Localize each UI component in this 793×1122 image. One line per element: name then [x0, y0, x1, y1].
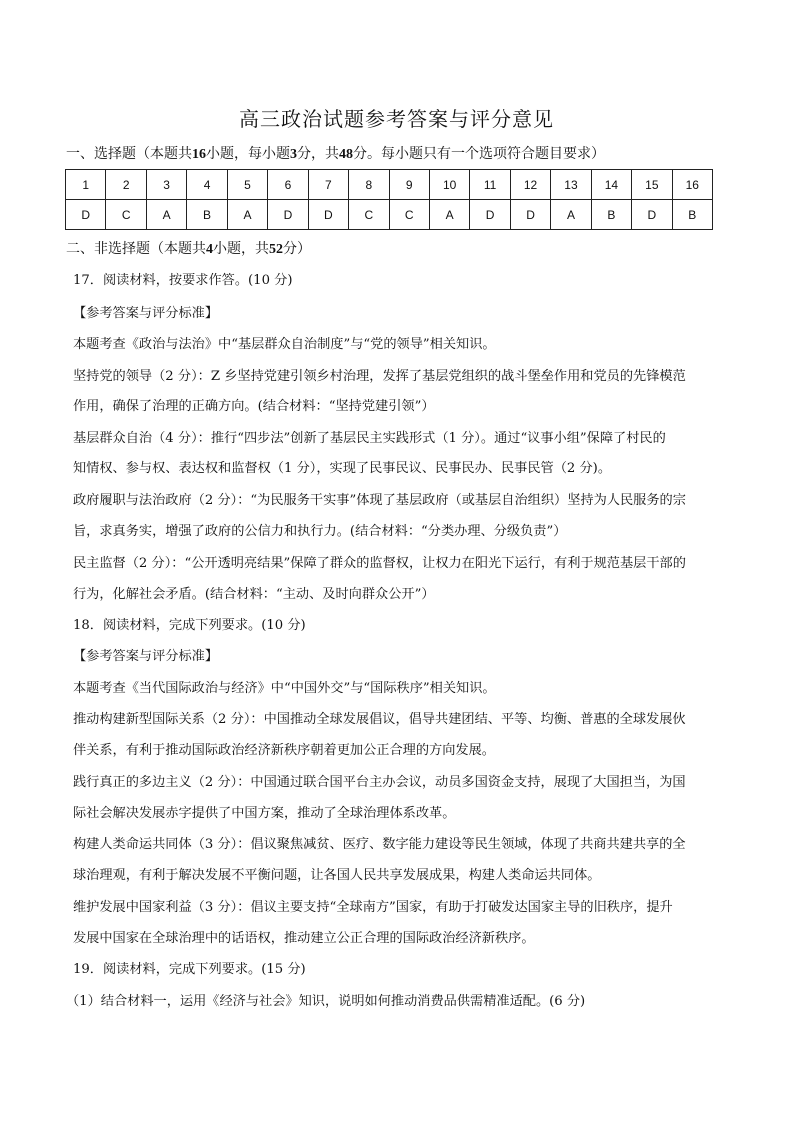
- question-number-cell: 13: [551, 170, 591, 200]
- answer-cell: D: [470, 200, 510, 230]
- question-number-cell: 8: [349, 170, 389, 200]
- text-line: 球治理观，有利于解决发展不平衡问题，让各国人民共享发展成果，构建人类命运共同体。: [73, 868, 601, 883]
- answer-cell: D: [308, 200, 348, 230]
- text-line: 知情权、参与权、表达权和监督权（1 分），实现了民事民议、民事民办、民事民管（2 分)。: [73, 461, 612, 476]
- text-line: 政府履职与法治政府（2 分）：“为民服务干实事”体现了基层政府（或基层自治组织）坚持为人民服务的宗: [73, 493, 686, 508]
- answer-cell: C: [349, 200, 389, 230]
- text-line: 推动构建新型国际关系（2 分）：中国推动全球发展倡议，倡导共建团结、平等、均衡、普惠的全球发展伙: [73, 712, 686, 727]
- question-number-cell: 7: [308, 170, 348, 200]
- question-17-heading: 17．阅读材料，按要求作答。(10 分): [73, 273, 293, 288]
- text-line: 行为，化解社会矛盾。(结合材料：“主动、及时向群众公开”）: [73, 587, 435, 602]
- question-number-cell: 9: [389, 170, 429, 200]
- answer-cell: B: [187, 200, 227, 230]
- text-line: 际社会解决发展赤字提供了中国方案，推动了全球治理体系改革。: [73, 806, 456, 821]
- question-number-cell: 5: [227, 170, 267, 200]
- answer-cell: D: [632, 200, 672, 230]
- text-line: 基层群众自治（4 分）：推行“四步法”创新了基层民主实践形式（1 分）。通过“议事小组”保障了村民的: [73, 431, 666, 446]
- question-number-cell: 3: [146, 170, 186, 200]
- question-18-heading: 18．阅读材料，完成下列要求。(10 分): [73, 618, 306, 633]
- answer-standard-heading: 【参考答案与评分标准】: [73, 649, 219, 664]
- page-title: 高三政治试题参考答案与评分意见: [239, 107, 554, 131]
- sub-question: （1）结合材料一，运用《经济与社会》知识，说明如何推动消费品供需精准适配。(6 分): [66, 994, 586, 1009]
- text-line: 发展中国家在全球治理中的话语权，推动建立公正合理的国际政治经济新秩序。: [73, 931, 535, 946]
- question-number-cell: 1: [66, 170, 106, 200]
- section-2-heading: 二、非选择题（本题共4小题，共52分）: [66, 241, 311, 257]
- answer-cell: A: [146, 200, 186, 230]
- question-number-cell: 10: [429, 170, 469, 200]
- answer-cell: A: [429, 200, 469, 230]
- answer-row: [66, 200, 713, 230]
- question-number-cell: 16: [672, 170, 712, 200]
- answer-cell: B: [672, 200, 712, 230]
- text-line: 本题考查《当代国际政治与经济》中“中国外交”与“国际秩序”相关知识。: [73, 681, 496, 696]
- answer-cell: A: [227, 200, 267, 230]
- answer-cell: D: [510, 200, 550, 230]
- question-number-cell: 15: [632, 170, 672, 200]
- text-line: 作用，确保了治理的正确方向。(结合材料：“坚持党建引领”）: [73, 399, 435, 414]
- text-line: 坚持党的领导（2 分）：Z 乡坚持党建引领乡村治理，发挥了基层党组织的战斗堡垒作用和党员的先锋模范: [73, 369, 686, 384]
- answer-cell: D: [66, 200, 106, 230]
- question-number-cell: 14: [591, 170, 631, 200]
- text-line: 旨，求真务实，增强了政府的公信力和执行力。(结合材料：“分类办理、分级负责”）: [73, 524, 567, 539]
- question-number-row: [66, 170, 713, 200]
- text-line: 伴关系，有利于推动国际政治经济新秩序朝着更加公正合理的方向发展。: [73, 743, 495, 758]
- text-line: 维护发展中国家利益（3 分）：倡议主要支持“全球南方”国家，有助于打破发达国家主导的旧秩序，提升: [73, 900, 673, 915]
- text-line: 构建人类命运共同体（3 分）：倡议聚焦减贫、医疗、数字能力建设等民生领域，体现了共商共建共享的全: [73, 837, 686, 852]
- question-number-cell: 11: [470, 170, 510, 200]
- answer-cell: C: [389, 200, 429, 230]
- answer-table: [65, 169, 713, 230]
- text-line: 本题考查《政治与法治》中“基层群众自治制度”与“党的领导”相关知识。: [73, 337, 496, 352]
- question-number-cell: 2: [106, 170, 146, 200]
- answer-cell: A: [551, 200, 591, 230]
- answer-cell: D: [268, 200, 308, 230]
- question-number-cell: 12: [510, 170, 550, 200]
- question-19-heading: 19．阅读材料，完成下列要求。(15 分): [73, 962, 306, 977]
- question-number-cell: 4: [187, 170, 227, 200]
- text-line: 践行真正的多边主义（2 分）：中国通过联合国平台主办会议，动员多国资金支持，展现了大国担当，为国: [73, 775, 686, 790]
- text-line: 民主监督（2 分）：“公开透明亮结果”保障了群众的监督权，让权力在阳光下运行，有利于规范基层干部的: [73, 556, 686, 571]
- section-1-heading: 一、选择题（本题共16小题，每小题3分，共48分。每小题只有一个选项符合题目要求）: [66, 146, 605, 162]
- answer-cell: C: [106, 200, 146, 230]
- answer-standard-heading: 【参考答案与评分标准】: [73, 306, 219, 321]
- answer-cell: B: [591, 200, 631, 230]
- question-number-cell: 6: [268, 170, 308, 200]
